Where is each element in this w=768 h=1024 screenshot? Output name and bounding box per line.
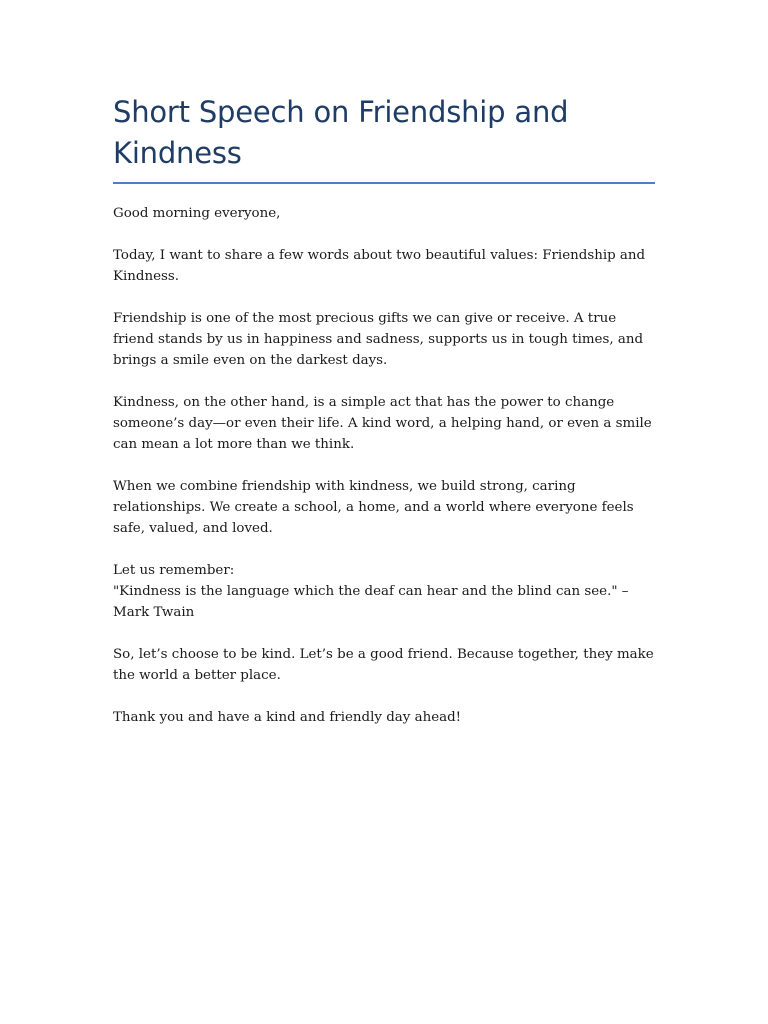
- friendship-paragraph: Friendship is one of the most precious gifts we can give or receive. A true friend stands by us in happiness and sadness, supports us in tough times, and brings a smile even on the darkest days.: [113, 311, 644, 368]
- sign-off-paragraph: Thank you and have a kind and friendly day ahead!: [113, 710, 462, 725]
- document-body: [113, 203, 655, 728]
- combination-paragraph: When we combine friendship with kindness, we build strong, caring relationships. We create a school, a home, and a world where everyone feels safe, valued, and loved.: [113, 479, 634, 536]
- intro-paragraph: Today, I want to share a few words about two beautiful values: Friendship and Kindness.: [113, 248, 646, 284]
- quote-block: [113, 560, 655, 623]
- document-title: Short Speech on Friendship and Kindness: [113, 92, 655, 184]
- quote-intro: Let us remember:: [113, 563, 235, 578]
- quote-text: "Kindness is the language which the deaf can hear and the blind can see." – Mark Twain: [113, 584, 629, 620]
- kindness-paragraph: Kindness, on the other hand, is a simple act that has the power to change someone’s day—or even their life. A kind word, a helping hand, or even a smile can mean a lot more than we think.: [113, 395, 652, 452]
- closing-paragraph: So, let’s choose to be kind. Let’s be a good friend. Because together, they make the world a better place.: [113, 647, 654, 683]
- greeting-paragraph: Good morning everyone,: [113, 206, 281, 221]
- document-page: [113, 92, 655, 749]
